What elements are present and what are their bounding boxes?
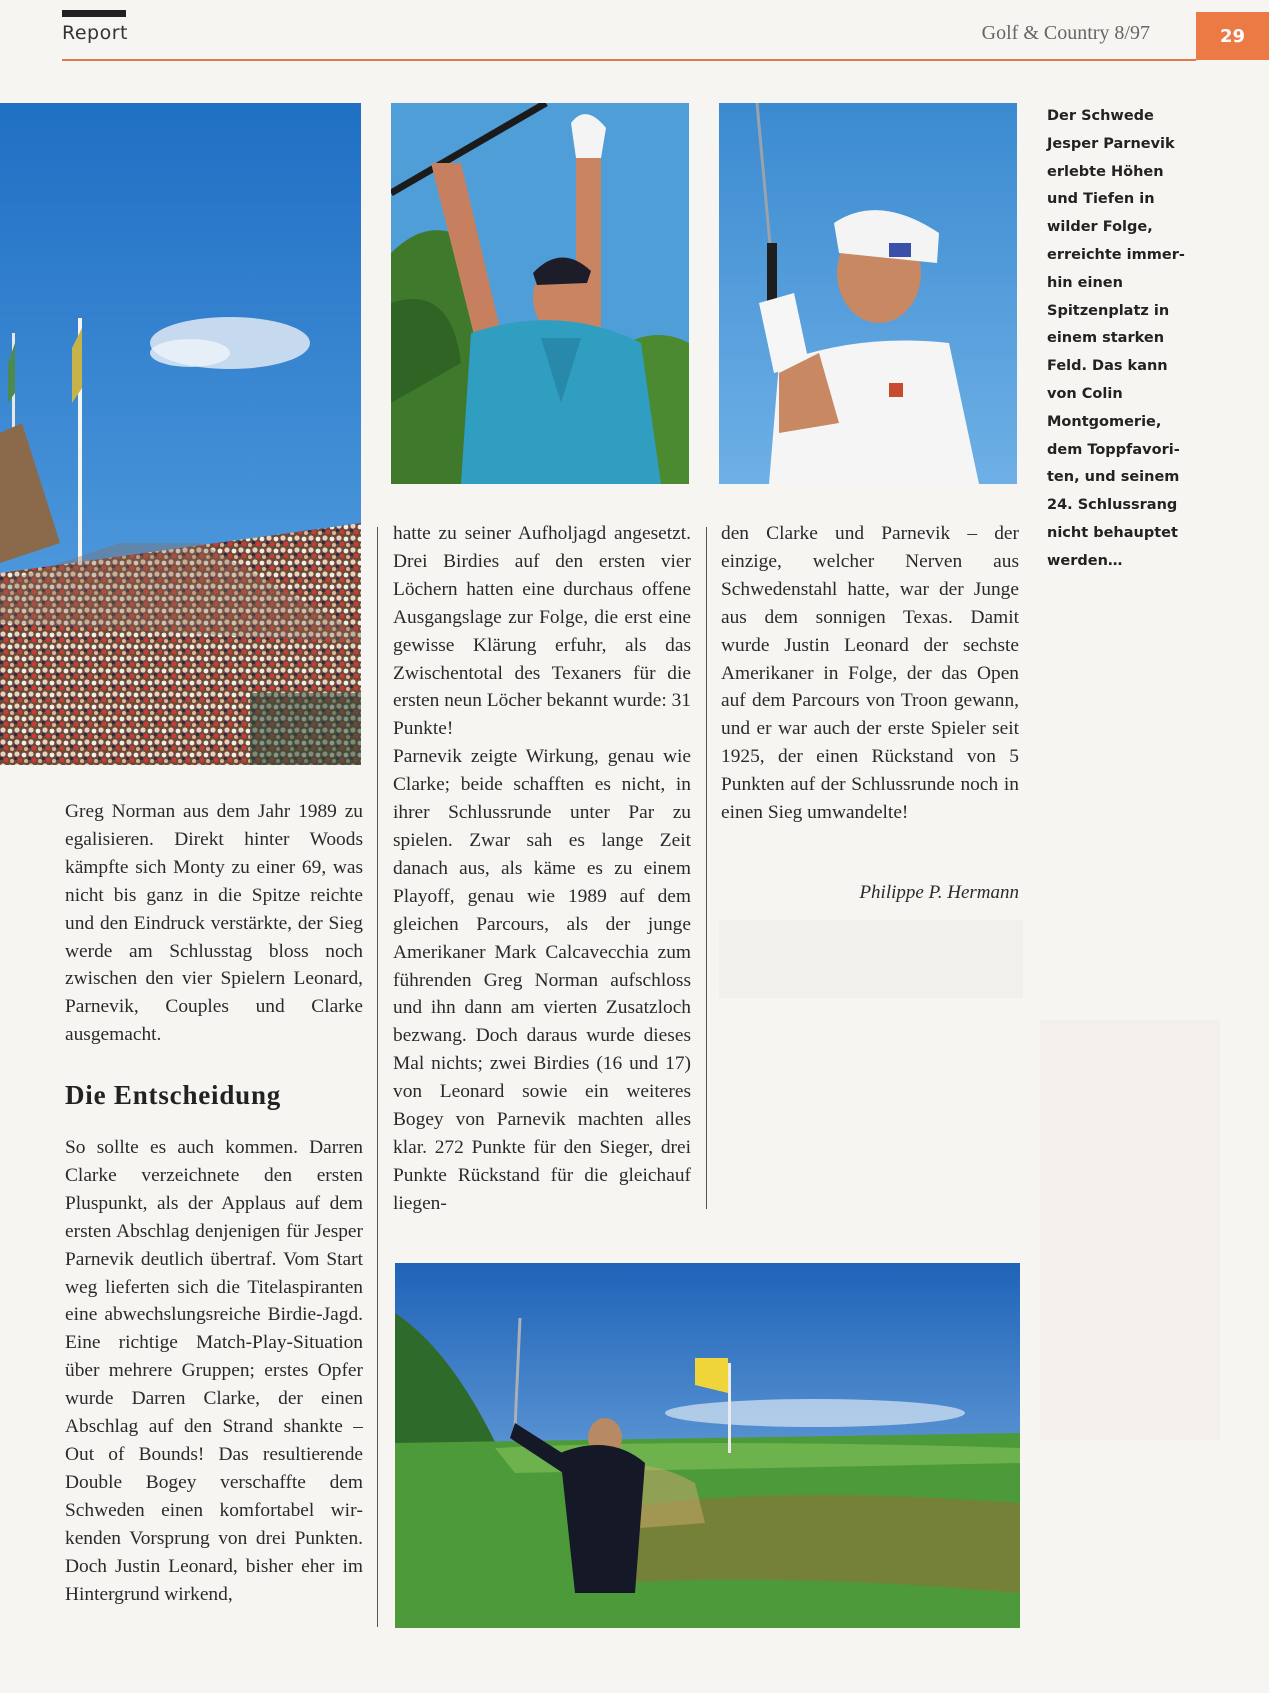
- bleed-through-shade: [1040, 1020, 1220, 1440]
- photo-caption: Der Schwede Jesper Parnevik erlebte Höhen und Tiefen in wilder Folge, erreichte immerhin einen Spitzenplatz in einem starken Feld. Das kann von Colin Montgomerie, dem Toppfavoriten, und seinem 24. Schlussrang nicht behauptet werden…: [1047, 108, 1185, 569]
- bleed-through-shade: [719, 920, 1023, 998]
- article-column-1-body: [65, 1134, 363, 1608]
- photo-crowd-grandstand: [0, 103, 361, 765]
- header-rule: [62, 59, 1196, 61]
- article-paragraph: den Clarke und Parnevik – der einzige, welcher Nerven aus Schwedenstahl hatte, war der Junge aus dem sonnigen Texas. Damit wurde Justin Leonard der sechste Amerikaner in Folge, der das Open auf dem Parcours von Troon gewann, und er war auch der erste Spieler seit 1925, der einen Rückstand von 5 Punkten auf der Schlussrunde noch in einen Sieg umwandelte!: [721, 523, 1019, 824]
- article-paragraph: Parnevik zeigte Wirkung, genau wie Clarke; beide schafften es nicht, in ihrer Schlussrunde unter Par zu spielen. Zwar sah es lange Zeit danach aus, als käme es zu einem Playoff, genau wie 1989 auf dem gleichen Parcours, als der junge Amerikaner Mark Calcavecchia zum führenden Greg Norman aufschloss und ihn dann am vierten Zusatzloch bezwang. Doch daraus wurde dieses Mal nichts; zwei Birdies (16 und 17) von Leonard sowie ein weiteres Bogey von Parnevik machten alles klar. 272 Punkte für den Sieger, drei Punkte Rückstand für die gleichauf liegen-: [393, 746, 691, 1214]
- section-heading: Die Entscheidung: [65, 1080, 282, 1110]
- article-column-3: [721, 520, 1019, 827]
- column-rule: [706, 527, 707, 1209]
- magazine-issue: Golf & Country 8/97: [981, 22, 1150, 44]
- photo-golfer-arms-raised: [391, 103, 689, 484]
- article-paragraph: So sollte es auch kommen. Darren Clarke verzeichnete den ersten Pluspunkt, als der Applaus auf dem ersten Abschlag denjenigen für Jesper Parnevik deutlich übertraf. Vom Start weg lieferten sich die Titelaspiranten eine abwechslungsreiche Birdie-Jagd. Eine richtige Match-Play-Situation über mehrere Gruppen; erstes Opfer wurde Darren Clarke, der einen Abschlag auf den Strand shankte – Out of Bounds! Das resultierende Double Bogey verschaffte dem Schweden einen komfortabel wirkenden Vorsprung von drei Punkten. Doch Justin Leonard, bisher eher im Hintergrund wirkend,: [65, 1137, 363, 1605]
- article-column-2: [393, 520, 691, 1218]
- author-byline: Philippe P. Hermann: [859, 882, 1019, 903]
- section-label: Report: [62, 22, 128, 44]
- article-paragraph: hatte zu seiner Aufholjagd angesetzt. Drei Birdies auf den ersten vier Löchern hatten eine durchaus offene Ausgangslage zur Folge, die erst eine gewisse Klärung erfuhr, als das Zwischentotal des Texaners für die ersten neun Löcher bekannt wurde: 31 Punkte!: [393, 523, 691, 740]
- page-number: 29: [1196, 12, 1269, 60]
- photo-golfer-follow-through: [719, 103, 1017, 484]
- photo-bunker-shot: [395, 1263, 1020, 1628]
- header-accent-bar: [62, 10, 126, 17]
- article-column-1: [65, 798, 363, 1049]
- article-paragraph: Greg Norman aus dem Jahr 1989 zu egalisieren. Direkt hinter Woods kämpfte sich Monty zu einer 69, was nicht bis ganz in die Spitze reichte und den Eindruck verstärkte, der Sieg werde am Schlusstag bloss noch zwischen den vier Spielern Leonard, Parnevik, Couples und Clarke ausgemacht.: [65, 801, 363, 1046]
- column-rule: [377, 527, 378, 1627]
